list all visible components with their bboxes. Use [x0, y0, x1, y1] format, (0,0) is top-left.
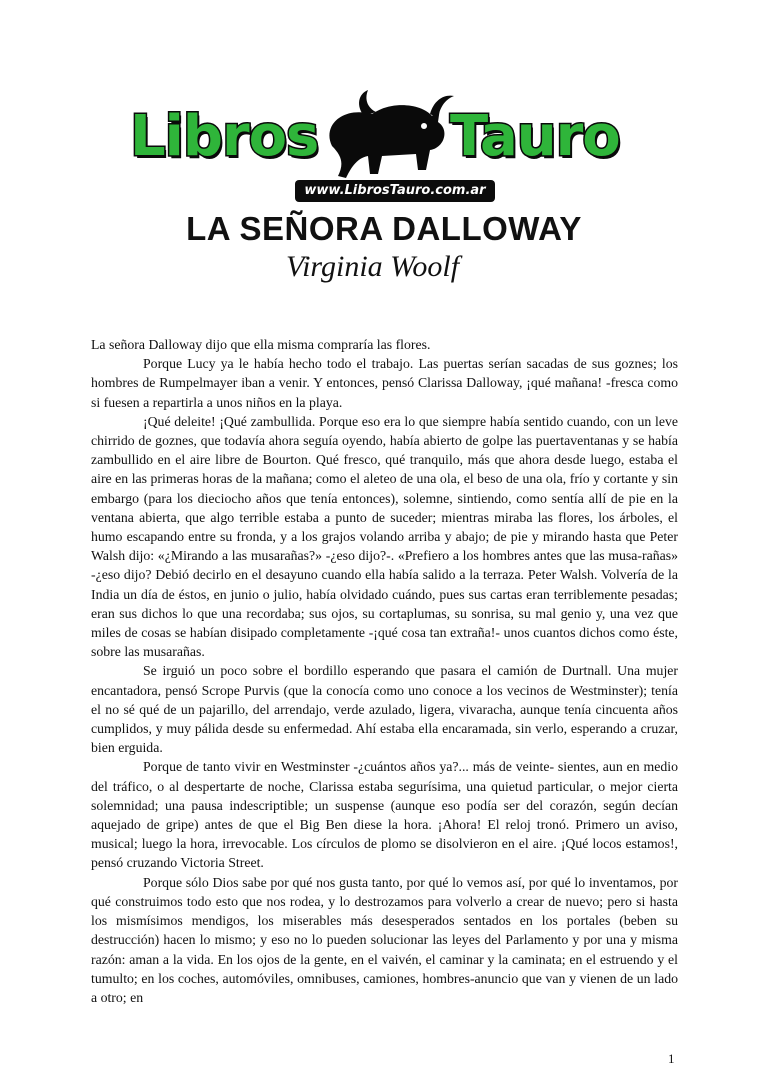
paragraph: Porque de tanto vivir en Westminster -¿cuántos años ya?... más de veinte- sientes, aun en medio del tráfico, o al despertarte de noche, Clarissa estaba segurísima, una quietud particular, o mejor cierta solemnidad; una pausa indescriptible; un suspense (aunque eso podía ser del corazón, según decían aquejado de gripe) antes de que el Big Ben diese la hora. ¡Ahora! El reloj tronó. Primero un aviso, musical; luego la hora, irrevocable. Los círculos de plomo se disolvieron en el aire. ¡Qué locos estamos!, pensó cruzando Victoria Street. [91, 759, 678, 871]
paragraph: La señora Dalloway dijo que ella misma compraría las flores. [91, 337, 431, 352]
paragraph: Porque sólo Dios sabe por qué nos gusta tanto, por qué lo vemos así, por qué lo inventamos, por qué construimos todo esto que nos rodea, y lo destrozamos para volverlo a crear de nuevo; pero si hasta los mismísimos mendigos, los miserables más desesperados sentados en los portales (beben su destrucción) hacen lo mismo; y eso no lo pueden solucionar las leyes del Parlamento y por una y misma razón: aman a la vida. En los ojos de la gente, en el vaivén, el caminar y la caminata; en el estruendo y el tumulto; en los coches, automóviles, omnibuses, camiones, hombres-anuncio que van y vienen de un lado a otro; en [91, 874, 678, 1005]
paragraph: ¡Qué deleite! ¡Qué zambullida. Porque eso era lo que siempre había sentido cuando, con un leve chirrido de goznes, que todavía ahora seguía oyendo, había abierto de golpe las puertaventanas y se había zambullido en el aire libre de Bourton. Qué fresco, qué tranquilo, más que ahora desde luego, estaba el aire en las primeras horas de la mañana; como el aleteo de una ola, el beso de una ola, frío y cortante y sin embargo (para los dieciocho años que tenía entonces), solemne, sintiendo, como sentía allí de pie en la ventana abierta, que algo terrible estaba a punto de suceder; mientras miraba las flores, los árboles, el humo escapando entre su fronda, y a los grajos volando arriba y abajo; de pie y mirando hasta que Peter Walsh dijo: «¿Mirando a las musarañas?» -¿eso dijo?-. «Prefiero a los hombres antes que las musa-rañas» -¿eso dijo? Debió decirlo en el desayuno cuando ella había salido a la terraza. Peter Walsh. Volvería de la India un día de éstos, en junio o julio, había olvidado cuándo, pues sus cartas eran terriblemente pesadas; eran sus dichos lo que una recordaba; sus ojos, su cortaplumas, su sonrisa, su mal genio y, una vez que miles de cosas se habían disipado completamente -¡qué cosa tan extraña!- unos cuantos dichos como éste, sobre las musarañas. [91, 413, 678, 660]
libros-tauro-logo [130, 86, 635, 208]
logo-word-right: Tauro [450, 104, 620, 169]
body-text [91, 335, 678, 1007]
bull-icon [312, 86, 462, 186]
paragraph: Porque Lucy ya le había hecho todo el trabajo. Las puertas serían sacadas de sus goznes; los hombres de Rumpelmayer iban a venir. Y entonces, pensó Clarissa Dalloway, ¡qué mañana! -fresca como si fuesen a repartirla a unos niños en la playa. [91, 356, 678, 410]
logo-word-left: Libros [130, 104, 319, 169]
page-number: 1 [668, 1051, 675, 1066]
logo-url: www.LibrosTauro.com.ar [295, 180, 495, 202]
document-title: LA SEÑORA DALLOWAY [186, 210, 582, 247]
paragraph: Se irguió un poco sobre el bordillo esperando que pasara el camión de Durtnall. Una mujer encantadora, pensó Scrope Purvis (que la conocía como uno conoce a los vecinos de Westminster); tenía el no sé qué de un pajarillo, del arrendajo, verde azulado, ligera, vivaracha, aunque tenía cincuenta años cumplidos, y muy pálida desde su enfermedad. Ahí estaba ella encaramada, sin verlo, esperando a cruzar, bien erguida. [91, 663, 678, 756]
document-author: Virginia Woolf [286, 250, 460, 283]
